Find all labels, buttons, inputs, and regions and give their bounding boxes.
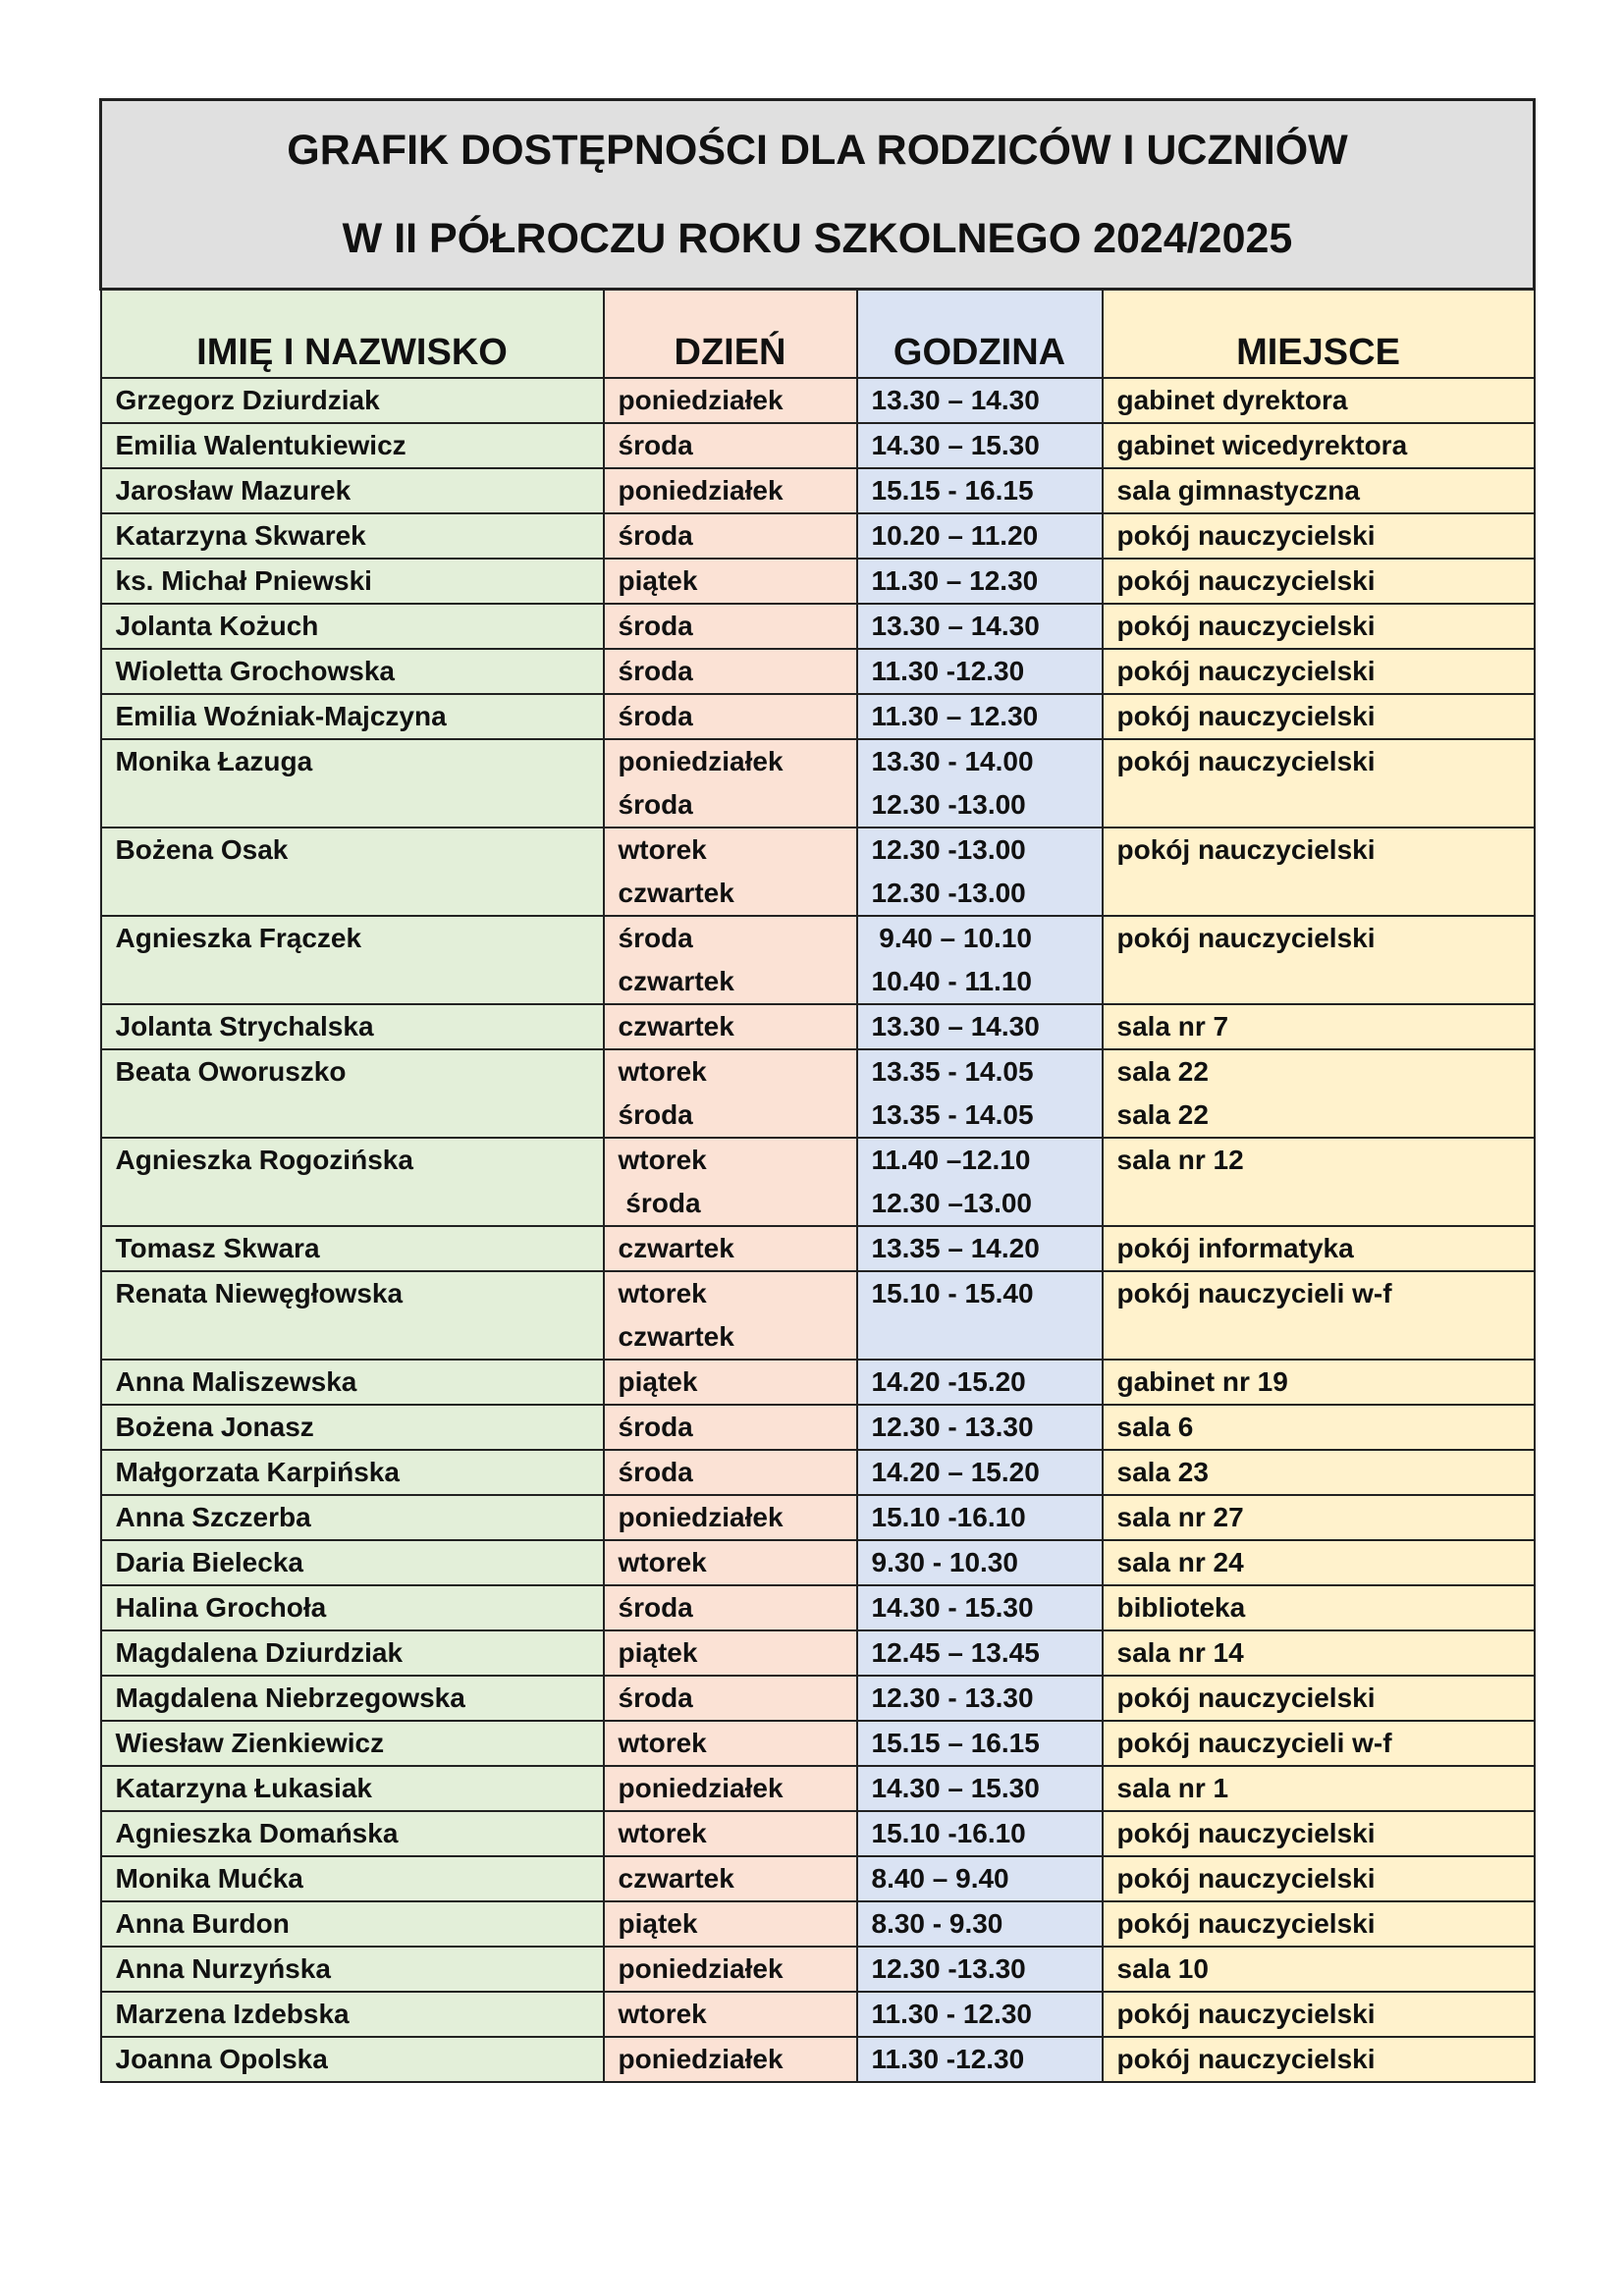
cell-day-line: środa	[618, 1188, 701, 1218]
cell-place-line: biblioteka	[1116, 1592, 1246, 1623]
table-row	[101, 1630, 1535, 1676]
cell-time	[857, 1540, 1103, 1585]
cell-day-line: środa	[618, 611, 693, 641]
table-row	[101, 1676, 1535, 1721]
cell-name: Beata Oworuszko	[101, 1049, 604, 1138]
title-line-2: W II PÓŁROCZU ROKU SZKOLNEGO 2024/2025	[342, 215, 1293, 262]
cell-place-line: sala 10	[1116, 1953, 1209, 1984]
header-place: MIEJSCE	[1103, 290, 1535, 379]
table-row	[101, 1947, 1535, 1992]
schedule-document	[99, 98, 1533, 2083]
cell-day-line: wtorek	[618, 1056, 707, 1087]
cell-day-line: poniedziałek	[618, 475, 784, 506]
table-row	[101, 649, 1535, 694]
cell-time-line: 11.30 -12.30	[871, 656, 1025, 686]
table-row	[101, 604, 1535, 649]
cell-place	[1103, 916, 1535, 1004]
cell-name: Monika Mućka	[101, 1856, 604, 1901]
cell-time-line: 10.40 - 11.10	[871, 966, 1032, 996]
cell-day-line: środa	[618, 1592, 693, 1623]
cell-name: Małgorzata Karpińska	[101, 1450, 604, 1495]
cell-place	[1103, 423, 1535, 468]
cell-time-line: 15.15 - 16.15	[871, 475, 1034, 506]
cell-day	[604, 559, 857, 604]
cell-time-line: 12.30 -13.30	[871, 1953, 1026, 1984]
cell-place	[1103, 1004, 1535, 1049]
cell-place	[1103, 649, 1535, 694]
cell-day	[604, 513, 857, 559]
table-row	[101, 1049, 1535, 1138]
cell-day-line: środa	[618, 1412, 693, 1442]
cell-day	[604, 1901, 857, 1947]
cell-place	[1103, 1947, 1535, 1992]
cell-place-line: sala 22	[1116, 1099, 1209, 1130]
cell-time	[857, 1360, 1103, 1405]
cell-time	[857, 1495, 1103, 1540]
cell-day	[604, 468, 857, 513]
cell-place	[1103, 1992, 1535, 2037]
cell-name: Tomasz Skwara	[101, 1226, 604, 1271]
cell-place-line: gabinet dyrektora	[1116, 385, 1348, 415]
cell-place	[1103, 1856, 1535, 1901]
cell-time	[857, 649, 1103, 694]
table-row	[101, 1766, 1535, 1811]
cell-name: Katarzyna Skwarek	[101, 513, 604, 559]
cell-place	[1103, 1811, 1535, 1856]
cell-day-line: wtorek	[618, 1278, 707, 1308]
cell-time	[857, 1630, 1103, 1676]
cell-day-line: środa	[618, 520, 693, 551]
cell-name: Joanna Opolska	[101, 2037, 604, 2082]
table-row	[101, 1271, 1535, 1360]
cell-day-line: środa	[618, 789, 693, 820]
table-row	[101, 1811, 1535, 1856]
cell-day	[604, 1271, 857, 1360]
cell-day-line: czwartek	[618, 878, 734, 908]
cell-day-line: wtorek	[618, 1145, 707, 1175]
cell-place	[1103, 1049, 1535, 1138]
cell-day-line: wtorek	[618, 1547, 707, 1577]
cell-day	[604, 694, 857, 739]
cell-time-line: 13.35 - 14.05	[871, 1056, 1034, 1087]
cell-day-line: czwartek	[618, 1321, 734, 1352]
table-body	[101, 378, 1535, 2082]
cell-day-line: wtorek	[618, 1999, 707, 2029]
cell-day	[604, 649, 857, 694]
cell-day-line: poniedziałek	[618, 385, 784, 415]
cell-place-line: sala gimnastyczna	[1116, 475, 1360, 506]
cell-time	[857, 559, 1103, 604]
cell-time	[857, 1856, 1103, 1901]
header-day: DZIEŃ	[604, 290, 857, 379]
cell-time-line: 15.15 – 16.15	[871, 1728, 1040, 1758]
cell-day	[604, 2037, 857, 2082]
cell-day-line: piątek	[618, 1637, 698, 1668]
cell-place-line: pokój nauczycielski	[1116, 520, 1376, 551]
cell-time-line: 13.30 – 14.30	[871, 611, 1040, 641]
cell-day	[604, 1811, 857, 1856]
cell-time-line: 9.40 – 10.10	[871, 923, 1032, 953]
cell-day-line: poniedziałek	[618, 746, 784, 776]
cell-day	[604, 1226, 857, 1271]
cell-time-line: 15.10 -16.10	[871, 1818, 1026, 1848]
cell-place	[1103, 1495, 1535, 1540]
cell-day	[604, 423, 857, 468]
cell-place-line: pokój nauczycielski	[1116, 746, 1376, 776]
cell-time	[857, 1271, 1103, 1360]
cell-time-line: 14.30 – 15.30	[871, 430, 1040, 460]
cell-place-line: sala nr 7	[1116, 1011, 1229, 1041]
cell-place-line: pokój nauczycielski	[1116, 1682, 1376, 1713]
header-time: GODZINA	[857, 290, 1103, 379]
cell-day-line: środa	[618, 923, 693, 953]
cell-place-line: sala 22	[1116, 1056, 1209, 1087]
cell-day	[604, 1540, 857, 1585]
cell-day-line: czwartek	[618, 1011, 734, 1041]
cell-time-line: 11.30 -12.30	[871, 2044, 1025, 2074]
cell-place-line: gabinet wicedyrektora	[1116, 430, 1408, 460]
cell-place	[1103, 513, 1535, 559]
cell-name: Jolanta Kożuch	[101, 604, 604, 649]
cell-place-line: pokój nauczycieli w-f	[1116, 1278, 1392, 1308]
table-row	[101, 1992, 1535, 2037]
cell-name: Magdalena Niebrzegowska	[101, 1676, 604, 1721]
cell-place-line: gabinet nr 19	[1116, 1366, 1288, 1397]
header-name: IMIĘ I NAZWISKO	[101, 290, 604, 379]
table-row	[101, 828, 1535, 916]
cell-time-line: 12.30 -13.00	[871, 789, 1026, 820]
header-row	[101, 290, 1535, 379]
cell-time	[857, 739, 1103, 828]
cell-time-line: 14.30 – 15.30	[871, 1773, 1040, 1803]
cell-name: Bożena Osak	[101, 828, 604, 916]
cell-day-line: środa	[618, 1099, 693, 1130]
cell-place	[1103, 1766, 1535, 1811]
cell-name: Halina Grochoła	[101, 1585, 604, 1630]
cell-name: Emilia Walentukiewicz	[101, 423, 604, 468]
table-row	[101, 1138, 1535, 1226]
cell-time	[857, 2037, 1103, 2082]
cell-place	[1103, 1901, 1535, 1947]
cell-place	[1103, 1138, 1535, 1226]
cell-time	[857, 1049, 1103, 1138]
cell-time-line: 14.20 – 15.20	[871, 1457, 1040, 1487]
cell-name: Wioletta Grochowska	[101, 649, 604, 694]
cell-time	[857, 1766, 1103, 1811]
cell-time	[857, 1405, 1103, 1450]
cell-time-line: 15.10 - 15.40	[871, 1278, 1034, 1308]
cell-day	[604, 1405, 857, 1450]
cell-day-line: wtorek	[618, 834, 707, 865]
cell-place-line: pokój nauczycielski	[1116, 701, 1376, 731]
table-row	[101, 468, 1535, 513]
cell-place-line: pokój nauczycielski	[1116, 1999, 1376, 2029]
cell-place	[1103, 1630, 1535, 1676]
table-row	[101, 694, 1535, 739]
title-line-1: GRAFIK DOSTĘPNOŚCI DLA RODZICÓW I UCZNIÓW	[287, 127, 1348, 174]
cell-place-line: sala 23	[1116, 1457, 1209, 1487]
cell-name: ks. Michał Pniewski	[101, 559, 604, 604]
cell-day-line: czwartek	[618, 966, 734, 996]
cell-name: Magdalena Dziurdziak	[101, 1630, 604, 1676]
cell-place	[1103, 1360, 1535, 1405]
cell-name: Agnieszka Domańska	[101, 1811, 604, 1856]
cell-day	[604, 1004, 857, 1049]
cell-day	[604, 1992, 857, 2037]
cell-time	[857, 1585, 1103, 1630]
cell-time-line: 15.10 -16.10	[871, 1502, 1026, 1532]
cell-day-line: poniedziałek	[618, 1953, 784, 1984]
table-row	[101, 1360, 1535, 1405]
cell-time	[857, 1947, 1103, 1992]
cell-time-line: 12.45 – 13.45	[871, 1637, 1040, 1668]
cell-place-line: pokój nauczycielski	[1116, 611, 1376, 641]
cell-day	[604, 1049, 857, 1138]
cell-day-line: środa	[618, 656, 693, 686]
table-row	[101, 423, 1535, 468]
cell-day	[604, 739, 857, 828]
table-row	[101, 916, 1535, 1004]
cell-time	[857, 604, 1103, 649]
cell-time-line: 12.30 - 13.30	[871, 1682, 1034, 1713]
cell-place	[1103, 1540, 1535, 1585]
cell-place	[1103, 2037, 1535, 2082]
table-row	[101, 1540, 1535, 1585]
cell-time-line: 11.30 – 12.30	[871, 701, 1039, 731]
cell-place	[1103, 559, 1535, 604]
cell-day	[604, 1856, 857, 1901]
cell-name: Agnieszka Frączek	[101, 916, 604, 1004]
cell-time	[857, 1004, 1103, 1049]
cell-day-line: piątek	[618, 565, 698, 596]
cell-time-line: 12.30 - 13.30	[871, 1412, 1034, 1442]
cell-place-line: pokój nauczycielski	[1116, 1818, 1376, 1848]
cell-day	[604, 1360, 857, 1405]
cell-name: Emilia Woźniak-Majczyna	[101, 694, 604, 739]
cell-name: Monika Łazuga	[101, 739, 604, 828]
cell-time	[857, 378, 1103, 423]
cell-time	[857, 513, 1103, 559]
cell-day	[604, 1947, 857, 1992]
cell-day	[604, 604, 857, 649]
cell-name: Renata Niewęgłowska	[101, 1271, 604, 1360]
cell-day-line: poniedziałek	[618, 1502, 784, 1532]
cell-day-line: środa	[618, 1682, 693, 1713]
cell-time-line: 13.30 – 14.30	[871, 1011, 1040, 1041]
cell-day	[604, 916, 857, 1004]
cell-time-line: 14.30 - 15.30	[871, 1592, 1034, 1623]
cell-place-line: pokój nauczycieli w-f	[1116, 1728, 1392, 1758]
cell-time-line: 13.30 – 14.30	[871, 385, 1040, 415]
cell-day	[604, 1630, 857, 1676]
cell-day-line: środa	[618, 701, 693, 731]
cell-time-line: 12.30 -13.00	[871, 834, 1026, 865]
cell-time	[857, 694, 1103, 739]
cell-place-line: sala nr 14	[1116, 1637, 1244, 1668]
cell-name: Anna Nurzyńska	[101, 1947, 604, 1992]
table-row	[101, 513, 1535, 559]
cell-place-line: pokój nauczycielski	[1116, 2044, 1376, 2074]
cell-name: Agnieszka Rogozińska	[101, 1138, 604, 1226]
cell-time-line: 9.30 - 10.30	[871, 1547, 1018, 1577]
cell-time-line: 14.20 -15.20	[871, 1366, 1026, 1397]
cell-place	[1103, 694, 1535, 739]
cell-day-line: czwartek	[618, 1233, 734, 1263]
cell-place-line: sala 6	[1116, 1412, 1194, 1442]
cell-name: Bożena Jonasz	[101, 1405, 604, 1450]
cell-place	[1103, 1405, 1535, 1450]
cell-time	[857, 1138, 1103, 1226]
table-row	[101, 1585, 1535, 1630]
cell-place	[1103, 1721, 1535, 1766]
cell-place-line: sala nr 12	[1116, 1145, 1244, 1175]
cell-place	[1103, 378, 1535, 423]
cell-time	[857, 423, 1103, 468]
cell-place	[1103, 1226, 1535, 1271]
cell-name: Grzegorz Dziurdziak	[101, 378, 604, 423]
cell-time-line: 11.40 –12.10	[871, 1145, 1031, 1175]
cell-time	[857, 1450, 1103, 1495]
cell-day-line: wtorek	[618, 1818, 707, 1848]
cell-name: Anna Szczerba	[101, 1495, 604, 1540]
cell-day-line: czwartek	[618, 1863, 734, 1894]
cell-time-line: 8.30 - 9.30	[871, 1908, 1003, 1939]
cell-time-line: 8.40 – 9.40	[871, 1863, 1009, 1894]
cell-place-line: pokój nauczycielski	[1116, 656, 1376, 686]
table-row	[101, 559, 1535, 604]
cell-time	[857, 916, 1103, 1004]
cell-day	[604, 1766, 857, 1811]
cell-place-line: sala nr 27	[1116, 1502, 1244, 1532]
cell-day-line: środa	[618, 430, 693, 460]
cell-day	[604, 1721, 857, 1766]
cell-day	[604, 1585, 857, 1630]
cell-place	[1103, 828, 1535, 916]
table-row	[101, 1004, 1535, 1049]
table-row	[101, 2037, 1535, 2082]
cell-place	[1103, 1271, 1535, 1360]
cell-place	[1103, 1450, 1535, 1495]
cell-name: Jarosław Mazurek	[101, 468, 604, 513]
cell-time-line: 11.30 - 12.30	[871, 1999, 1032, 2029]
cell-name: Marzena Izdebska	[101, 1992, 604, 2037]
table-row	[101, 1721, 1535, 1766]
cell-time-line: 12.30 –13.00	[871, 1188, 1032, 1218]
cell-day	[604, 1495, 857, 1540]
cell-name: Anna Burdon	[101, 1901, 604, 1947]
table-row	[101, 1450, 1535, 1495]
cell-name: Anna Maliszewska	[101, 1360, 604, 1405]
table-row	[101, 378, 1535, 423]
cell-place-line: pokój nauczycielski	[1116, 565, 1376, 596]
cell-name: Jolanta Strychalska	[101, 1004, 604, 1049]
cell-place-line: pokój nauczycielski	[1116, 834, 1376, 865]
table-row	[101, 1405, 1535, 1450]
cell-time	[857, 1721, 1103, 1766]
cell-time-line: 12.30 -13.00	[871, 878, 1026, 908]
cell-day-line: poniedziałek	[618, 1773, 784, 1803]
cell-place-line: pokój nauczycielski	[1116, 923, 1376, 953]
cell-day	[604, 1450, 857, 1495]
cell-day-line: piątek	[618, 1366, 698, 1397]
table-row	[101, 1901, 1535, 1947]
cell-place	[1103, 739, 1535, 828]
cell-day	[604, 1138, 857, 1226]
cell-day-line: środa	[618, 1457, 693, 1487]
cell-name: Katarzyna Łukasiak	[101, 1766, 604, 1811]
cell-day	[604, 378, 857, 423]
cell-place-line: pokój informatyka	[1116, 1233, 1354, 1263]
cell-day-line: poniedziałek	[618, 2044, 784, 2074]
cell-time	[857, 1226, 1103, 1271]
cell-name: Wiesław Zienkiewicz	[101, 1721, 604, 1766]
cell-place-line: pokój nauczycielski	[1116, 1908, 1376, 1939]
cell-time-line: 13.30 - 14.00	[871, 746, 1034, 776]
cell-place-line: pokój nauczycielski	[1116, 1863, 1376, 1894]
cell-place	[1103, 1585, 1535, 1630]
cell-day-line: piątek	[618, 1908, 698, 1939]
cell-time-line: 13.35 – 14.20	[871, 1233, 1040, 1263]
cell-place-line: sala nr 24	[1116, 1547, 1244, 1577]
cell-place	[1103, 468, 1535, 513]
cell-place-line: sala nr 1	[1116, 1773, 1229, 1803]
table-title	[101, 100, 1535, 290]
cell-place	[1103, 1676, 1535, 1721]
cell-time	[857, 1992, 1103, 2037]
cell-time	[857, 828, 1103, 916]
table-row	[101, 1495, 1535, 1540]
cell-time-line: 13.35 - 14.05	[871, 1099, 1034, 1130]
cell-day	[604, 1676, 857, 1721]
availability-table	[99, 98, 1536, 2083]
table-row	[101, 1856, 1535, 1901]
cell-time-line: 10.20 – 11.20	[871, 520, 1039, 551]
cell-day	[604, 828, 857, 916]
cell-time	[857, 1901, 1103, 1947]
cell-time	[857, 468, 1103, 513]
cell-time	[857, 1811, 1103, 1856]
cell-time	[857, 1676, 1103, 1721]
table-row	[101, 1226, 1535, 1271]
cell-time-line: 11.30 – 12.30	[871, 565, 1039, 596]
table-row	[101, 739, 1535, 828]
cell-place	[1103, 604, 1535, 649]
cell-day-line: wtorek	[618, 1728, 707, 1758]
cell-name: Daria Bielecka	[101, 1540, 604, 1585]
